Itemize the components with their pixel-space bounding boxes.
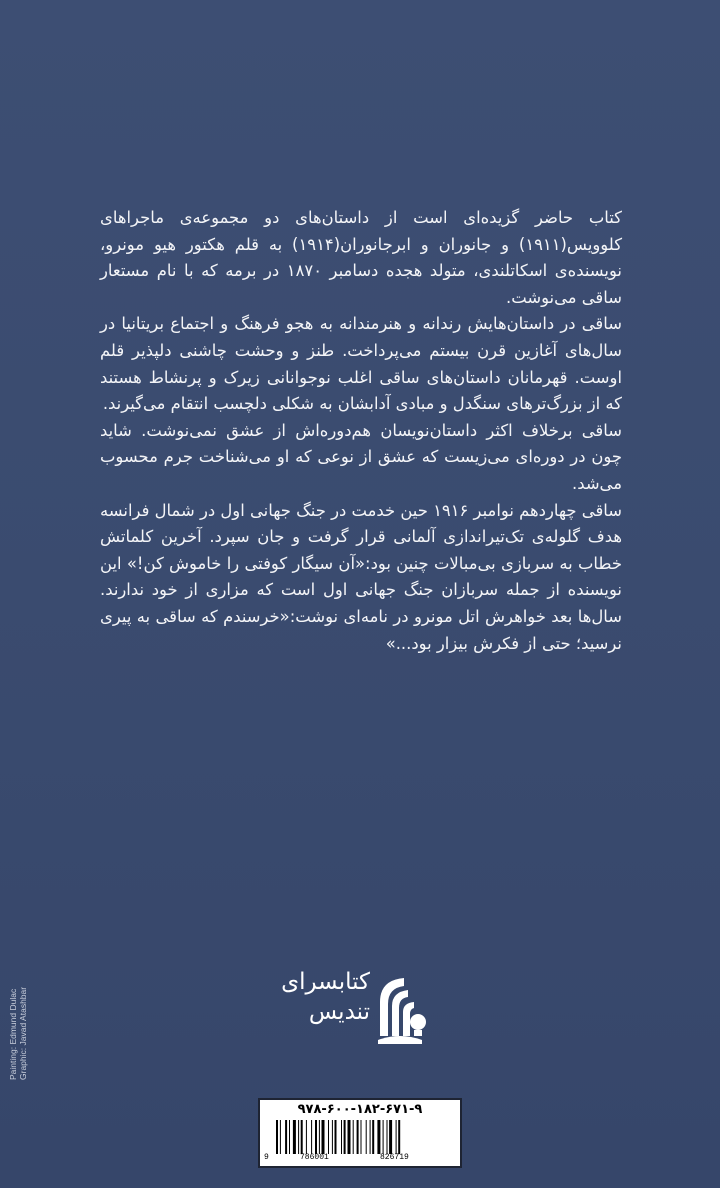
barcode-lead-digit: 9 [264, 1153, 269, 1162]
barcode-bar [293, 1120, 296, 1154]
barcode-bar [311, 1120, 312, 1154]
barcode-bar [335, 1120, 337, 1154]
barcode-bar [357, 1120, 359, 1154]
barcode-bar [398, 1120, 400, 1154]
barcode-bar [372, 1120, 374, 1154]
barcode-digits-right: 826719 [380, 1153, 409, 1162]
barcode-bar [387, 1120, 388, 1154]
barcode-bar [280, 1120, 281, 1154]
graphic-credit: Graphic: Javad Atashbar [18, 986, 28, 1080]
painting-credit: Painting: Edmund Dulac [8, 988, 18, 1080]
book-description [100, 205, 622, 657]
barcode-icon [274, 1120, 446, 1154]
barcode-bar [322, 1120, 325, 1154]
barcode-bar [315, 1120, 317, 1154]
barcode-bar [332, 1120, 333, 1154]
barcode-bar [319, 1120, 320, 1154]
barcode-bar [301, 1120, 303, 1154]
barcode-bar [285, 1120, 287, 1154]
barcode-bar [348, 1120, 351, 1154]
barcode-bar [377, 1120, 380, 1154]
barcode-bar [396, 1120, 397, 1154]
barcode-bar [289, 1120, 290, 1154]
barcode-bar [341, 1120, 342, 1154]
cover-credits [8, 987, 28, 1080]
barcode-bar [366, 1120, 367, 1154]
barcode-bar [389, 1120, 392, 1154]
publisher-logo [270, 960, 430, 1060]
barcode-bar [383, 1120, 384, 1154]
paragraph-style: ساقی در داستان‌هایش رندانه و هنرمندانه به هجو فرهنگ و اجتماع بریتانیا در سال‌های آغازین قرن بیستم می‌پرداخت. طنز و وحشت چاشنی دلپذیر قلم اوست. قهرمانان داستان‌های ساقی اغلب نوجوانانی زیرک و پرنشاط هستند که از بزرگ‌ترهای سنگدل و مبادی آدابشان به شکلی دلچسب انتقام می‌گیرند. [100, 314, 622, 414]
paragraph-love: ساقی برخلاف اکثر داستان‌نویسان هم‌دوره‌اش از عشق نمی‌نوشت. شاید چون در دوره‌ای می‌زیست که عشق از نوعی که او می‌شناخت جرم محسوب می‌شد. [100, 420, 622, 493]
paragraph-death: ساقی چهاردهم نوامبر ۱۹۱۶ حین خدمت در جنگ جهانی اول در شمال فرانسه هدف گلوله‌ی تک‌تیراندازی آلمانی قرار گرفت و جان سپرد. آخرین کلماتش خطاب به سربازی بی‌مبالات چنین بود:«آن سیگار کوفتی را خاموش کن!» این نویسنده از جمله سربازان جنگ جهانی اول است که مزاری از خود ندارند. سال‌ها بعد خواهرش اتل مونرو در نامه‌ای نوشت:«خرسندم که ساقی به پیری نرسید؛ حتی از فکرش بیزار بود...» [100, 500, 623, 653]
barcode-bar [361, 1120, 362, 1154]
barcode-bar [298, 1120, 299, 1154]
barcode-bar [276, 1120, 278, 1154]
paragraph-intro: کتاب حاضر گزیده‌ای است از داستان‌های دو مجموعه‌ی ماجراهای کلوویس(۱۹۱۱) و جانوران و ابرجانوران(۱۹۱۴) به قلم هکتور هیو مونرو، نویسنده‌ی اسکاتلندی، متولد هجده دسامبر ۱۸۷۰ در برمه که با نام مستعار ساقی می‌نوشت. [100, 208, 622, 307]
barcode-bar [328, 1120, 329, 1154]
publisher-name-line2: تندیس [308, 999, 370, 1025]
barcode-label [258, 1098, 462, 1168]
publisher-emblem-icon [370, 966, 430, 1046]
barcode-bar [370, 1120, 371, 1154]
publisher-name-line1: کتابسرای [281, 969, 370, 995]
barcode-bar [353, 1120, 354, 1154]
barcode-bar [306, 1120, 307, 1154]
barcode-digits-left: 786001 [300, 1153, 329, 1162]
isbn-number: ۹۷۸-۶۰۰-۱۸۲-۶۷۱-۹ [297, 1102, 423, 1117]
barcode-bar [344, 1120, 346, 1154]
